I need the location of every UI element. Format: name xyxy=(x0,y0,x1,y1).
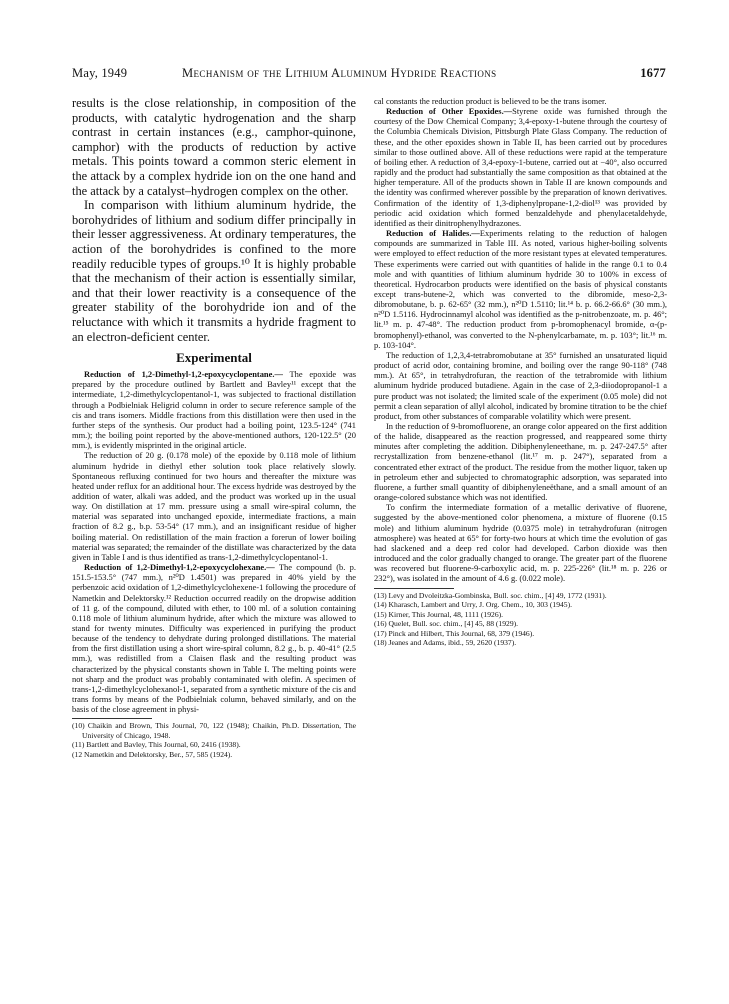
paragraph-reduction-20g: The reduction of 20 g. (0.178 mole) of the epoxide by 0.118 mole of lithium aluminum hydride in diethyl ether solution took place relatively slowly. Spontaneous refluxing continued for two hours and thereafter the mixture was heated under reflux for an additional hour. The excess hydride was destroyed by the addition of water, alkali was added, and the product was worked up in the usual way. On distillation at 17 mm. pressure using a small wire-spiral column, the material was separated into unchanged epoxide, intermediate fractions, a main fraction of 8.2 g., b.p. 53-54° (17 mm.), and an insignificant residue of higher boiling material. On redistillation of the main fraction a forerun of lower boiling material was separated; the remainder of the distillate was characterized by the data given in Table I and is thus identified as trans-1,2-dimethylcyclopentanol-1. xyxy=(72,450,356,562)
footnote-13: (13) Levy and Dvoleitzka-Gombinska, Bull. soc. chim., [4] 49, 1772 (1931). xyxy=(374,590,607,600)
text-other-epoxides: Styrene oxide was furnished through the courtesy of the Dow Chemical Company; 3,4-epoxy-1-butene through the courtesy of the Columbia Chemicals Division, Pittsburgh Plate Glass Company. The reduction of these, and the other epoxides shown in Table II, has been carried out by procedures similar to those outlined above. All of these reductions were rapid at the temperature of boiling ether. A reduction of 3,4-epoxy-1-butene, carried out at −40°, also occurred rapidly and the product had substantially the same composition as that obtained at the higher temperature. All of the products shown in Table II are known compounds and the identity was confirmed wherever possible by the preparation of known derivatives. Confirmation of the identity of 1,3-diphenylpropane-1,2-diol¹³ was provided by periodic acid oxidation which formed benzaldehyde and phenylacetaldehyde, identified as their dinitrophenylhydrazones. xyxy=(374,106,667,228)
footnote-17: (17) Pinck and Hilbert, This Journal, 68, 379 (1946). xyxy=(374,628,535,638)
page-number: 1677 xyxy=(640,66,666,80)
paragraph-fluorene-derivative: To confirm the intermediate formation of a metallic derivative of fluorene, suggested by the above-mentioned color phenomena, a mixture of fluorene (0.15 mole) and lithium aluminum hydride (0.0375 mole) in tetrahydrofuran (nitrogen atmosphere) was heated at 65° for forty-two hours at which time the evolution of gas had slackened and a deep red color had developed. Carbon dioxide was then introduced and the color gradually changed to orange. The greater part of the fluorene was recovered but fluorene-9-carboxylic acid, m. p. 225-226° (lit.¹⁸ m. p. 226 or 232°), was isolated in the amount of 4.6 g. (0.022 mole). xyxy=(374,502,667,584)
footnote-rule xyxy=(374,588,454,589)
text-halides: Experiments relating to the reduction of halogen compounds are summarized in Table III. As noted, various higher-boiling solvents were employed to effect reduction of the more resistant types at elevated temperatures. These experiments were carried out with quantities of halide in the range 0.1 to 0.4 mole and with quantities of lithium aluminum hydride 30 to 100% in excess of theoretical. Hydrocarbon products were identified on the basis of physical constants except trans-butene-2, which was converted to the dibromide, meso-2,3-dibromobutane, b. p. 62-65° (32 mm.), n²⁰D 1.5110; lit.¹⁴ b. p. 66.2-66.6° (30 mm.), n²⁰D 1.5116. Hydrocinnamyl alcohol was identified as the p-nitrobenzoate, m. p. 46°; lit.¹⁵ m. p. 47-48°. The reduction product from p-bromophenacyl bromide, α-(p-bromophenyl)-ethanol, was converted to the N-phenylcarbamate, m. p. 103°; lit.¹⁶ m. p. 103-104°. xyxy=(374,228,667,350)
text-epoxycyclopentane: The epoxide was prepared by the procedure outlined by Bartlett and Bavley¹¹ except that the intermediate, 1,2-dimethylcyclopentanol-1, was subjected to fractional distillation through a Podbielniak Heligrid column in order to secure reference sample of the cis and trans isomers. Middle fractions from this distillation were then used in the further steps of the synthesis. Our product had a boiling point, 123.5-124° (741 mm.); the boiling point reported by the above-mentioned authors, 120-122.5° (20 mm.), is evidently misprinted in the original article. xyxy=(72,369,357,451)
paragraph-trans-isomer: cal constants the reduction product is believed to be the trans isomer. xyxy=(374,96,607,106)
section-title-experimental: Experimental xyxy=(176,350,252,366)
right-column xyxy=(374,96,667,648)
footnote-11: (11) Bartlett and Bavley, This Journal, 60, 2416 (1938). xyxy=(72,740,241,750)
footnote-16: (16) Quelet, Bull. soc. chim., [4] 45, 88 (1929). xyxy=(374,619,519,628)
footnotes-right xyxy=(374,588,667,648)
footnote-14: (14) Kharasch, Lambert and Urry, J. Org. Chem., 10, 303 (1945). xyxy=(374,600,573,609)
subheading-epoxycyclohexane: Reduction of 1,2-Dimethyl-1,2-epoxycyclohexane.— xyxy=(84,562,275,573)
paragraph-tetrabromobutane: The reduction of 1,2,3,4-tetrabromobutane at 35° furnished an unsaturated liquid product of acrid odor, containing bromine, and boiling over the range 90-118° (748 mm.). At 65°, in tetrahydrofuran, the reaction of the tetrabromide with lithium aluminum hydride produced butadiene. Again in the case of 2,3-diiodopropanol-1 a pure product was not isolated; the limited scale of the experiment (0.05 mole) did not permit a clean separation of allyl alcohol, indicated by bromine titration to be the chief product, from other substances of comparable volatility which were present. xyxy=(374,349,667,421)
paragraph-other-epoxides xyxy=(374,106,667,228)
paragraph-epoxycyclohexane xyxy=(72,562,356,714)
header-title: Mechanism of the Lithium Aluminum Hydride Reactions xyxy=(182,66,497,80)
running-header xyxy=(72,66,666,84)
subheading-other-epoxides: Reduction of Other Epoxides.— xyxy=(386,106,513,117)
paragraph-bromofluorene: In the reduction of 9-bromofluorene, an orange color appeared on the first addition of the halide, disappeared as the reaction progressed, and reappeared some thirty minutes after completing the addition. Dibiphenyleneethane, m. p. 247-247.5° after recrystallization from benzene-ethanol (lit.¹⁷ m. p. 247°), separated from a concentrated ether extract of the product. The residue from the mother liquor, taken up in petroleum ether and subjected to chromatographic adsorption, was separated into fluorene, a further small quantity of dibiphenyleneëthane, and a small amount of an orange-colored substance which was not identified. xyxy=(374,421,667,503)
footnote-12: (12 Nametkin and Delektorsky, Ber., 57, 585 (1924). xyxy=(72,749,233,759)
footnotes-left xyxy=(72,718,356,759)
paragraph-halides xyxy=(374,228,667,350)
paragraph-results: results is the close relationship, in composition of the products, with catalytic hydrogenation and the sharp contrast in certain instances (e.g., camphor-quinone, camphor) with the products of reduction by active metals. This points toward a common steric element in the attack by a complex hydride ion on the one hand and the attack by a catalyst–hydrogen complex on the other. xyxy=(72,96,356,198)
footnote-rule xyxy=(72,718,152,719)
paragraph-epoxycyclopentane xyxy=(72,369,356,450)
footnote-18: (18) Jeanes and Adams, ibid., 59, 2620 (1937). xyxy=(374,638,517,647)
footnote-15: (15) Kirner, This Journal, 48, 1111 (1926). xyxy=(374,609,504,619)
footnote-10: (10) Chaikin and Brown, This Journal, 70, 122 (1948); Chaikin, Ph.D. Dissertation, The University of Chicago, 1948. xyxy=(72,721,356,740)
subheading-epoxycyclopentane: Reduction of 1,2-Dimethyl-1,2-epoxycyclopentane.— xyxy=(84,369,283,380)
text-epoxycyclohexane: The compound (b. p. 151.5-153.5° (747 mm.), n²⁰D 1.4501) was prepared in 40% yield by the perbenzoic acid oxidation of 1,2-dimethylcyclohexene-1 following the procedure of Nametkin and Delektorsky.¹² Reduction occurred readily on the dropwise addition of 11 g. of the compound, diluted with ether, to 100 ml. of a solution containing 0.118 mole of lithium aluminum hydride, after which the mixture was allowed to stand for twenty minutes. Difficulty was experienced in purifying the product because of the tendency to dehydrate during prolonged distillations. The material from the first distillation using a short wire-spiral column, 8.2 g., b. p. 40-41° (2.5 mm.), was redistilled from a Claisen flask and the resulting product was characterized by the physical constants shown in Table I. The melting points were not sharp and the product was probably contaminated with olefin. A specimen of trans-1,2-dimethylcyclohexanol-1, separated from a synthetic mixture of the cis and trans forms by means of the Podbielniak column, behaved similarly, and on the basis of the close agreement in physi- xyxy=(72,562,356,715)
left-column xyxy=(72,96,356,759)
subheading-halides: Reduction of Halides.— xyxy=(386,228,480,239)
header-date: May, 1949 xyxy=(72,66,128,80)
paragraph-borohydrides: In comparison with lithium aluminum hydride, the borohydrides of lithium and sodium differ principally in their lesser aggressiveness. At ordinary temperatures, the action of the borohydrides is confined to the more readily reducible types of groups.¹⁰ It is highly probable that the mechanism of their action is essentially similar, and that their lower reactivity is a consequence of the greater stability of the borohydride ion and of the reluctance with which it transmits a hydride fragment to an electron-deficient center. xyxy=(72,198,356,344)
